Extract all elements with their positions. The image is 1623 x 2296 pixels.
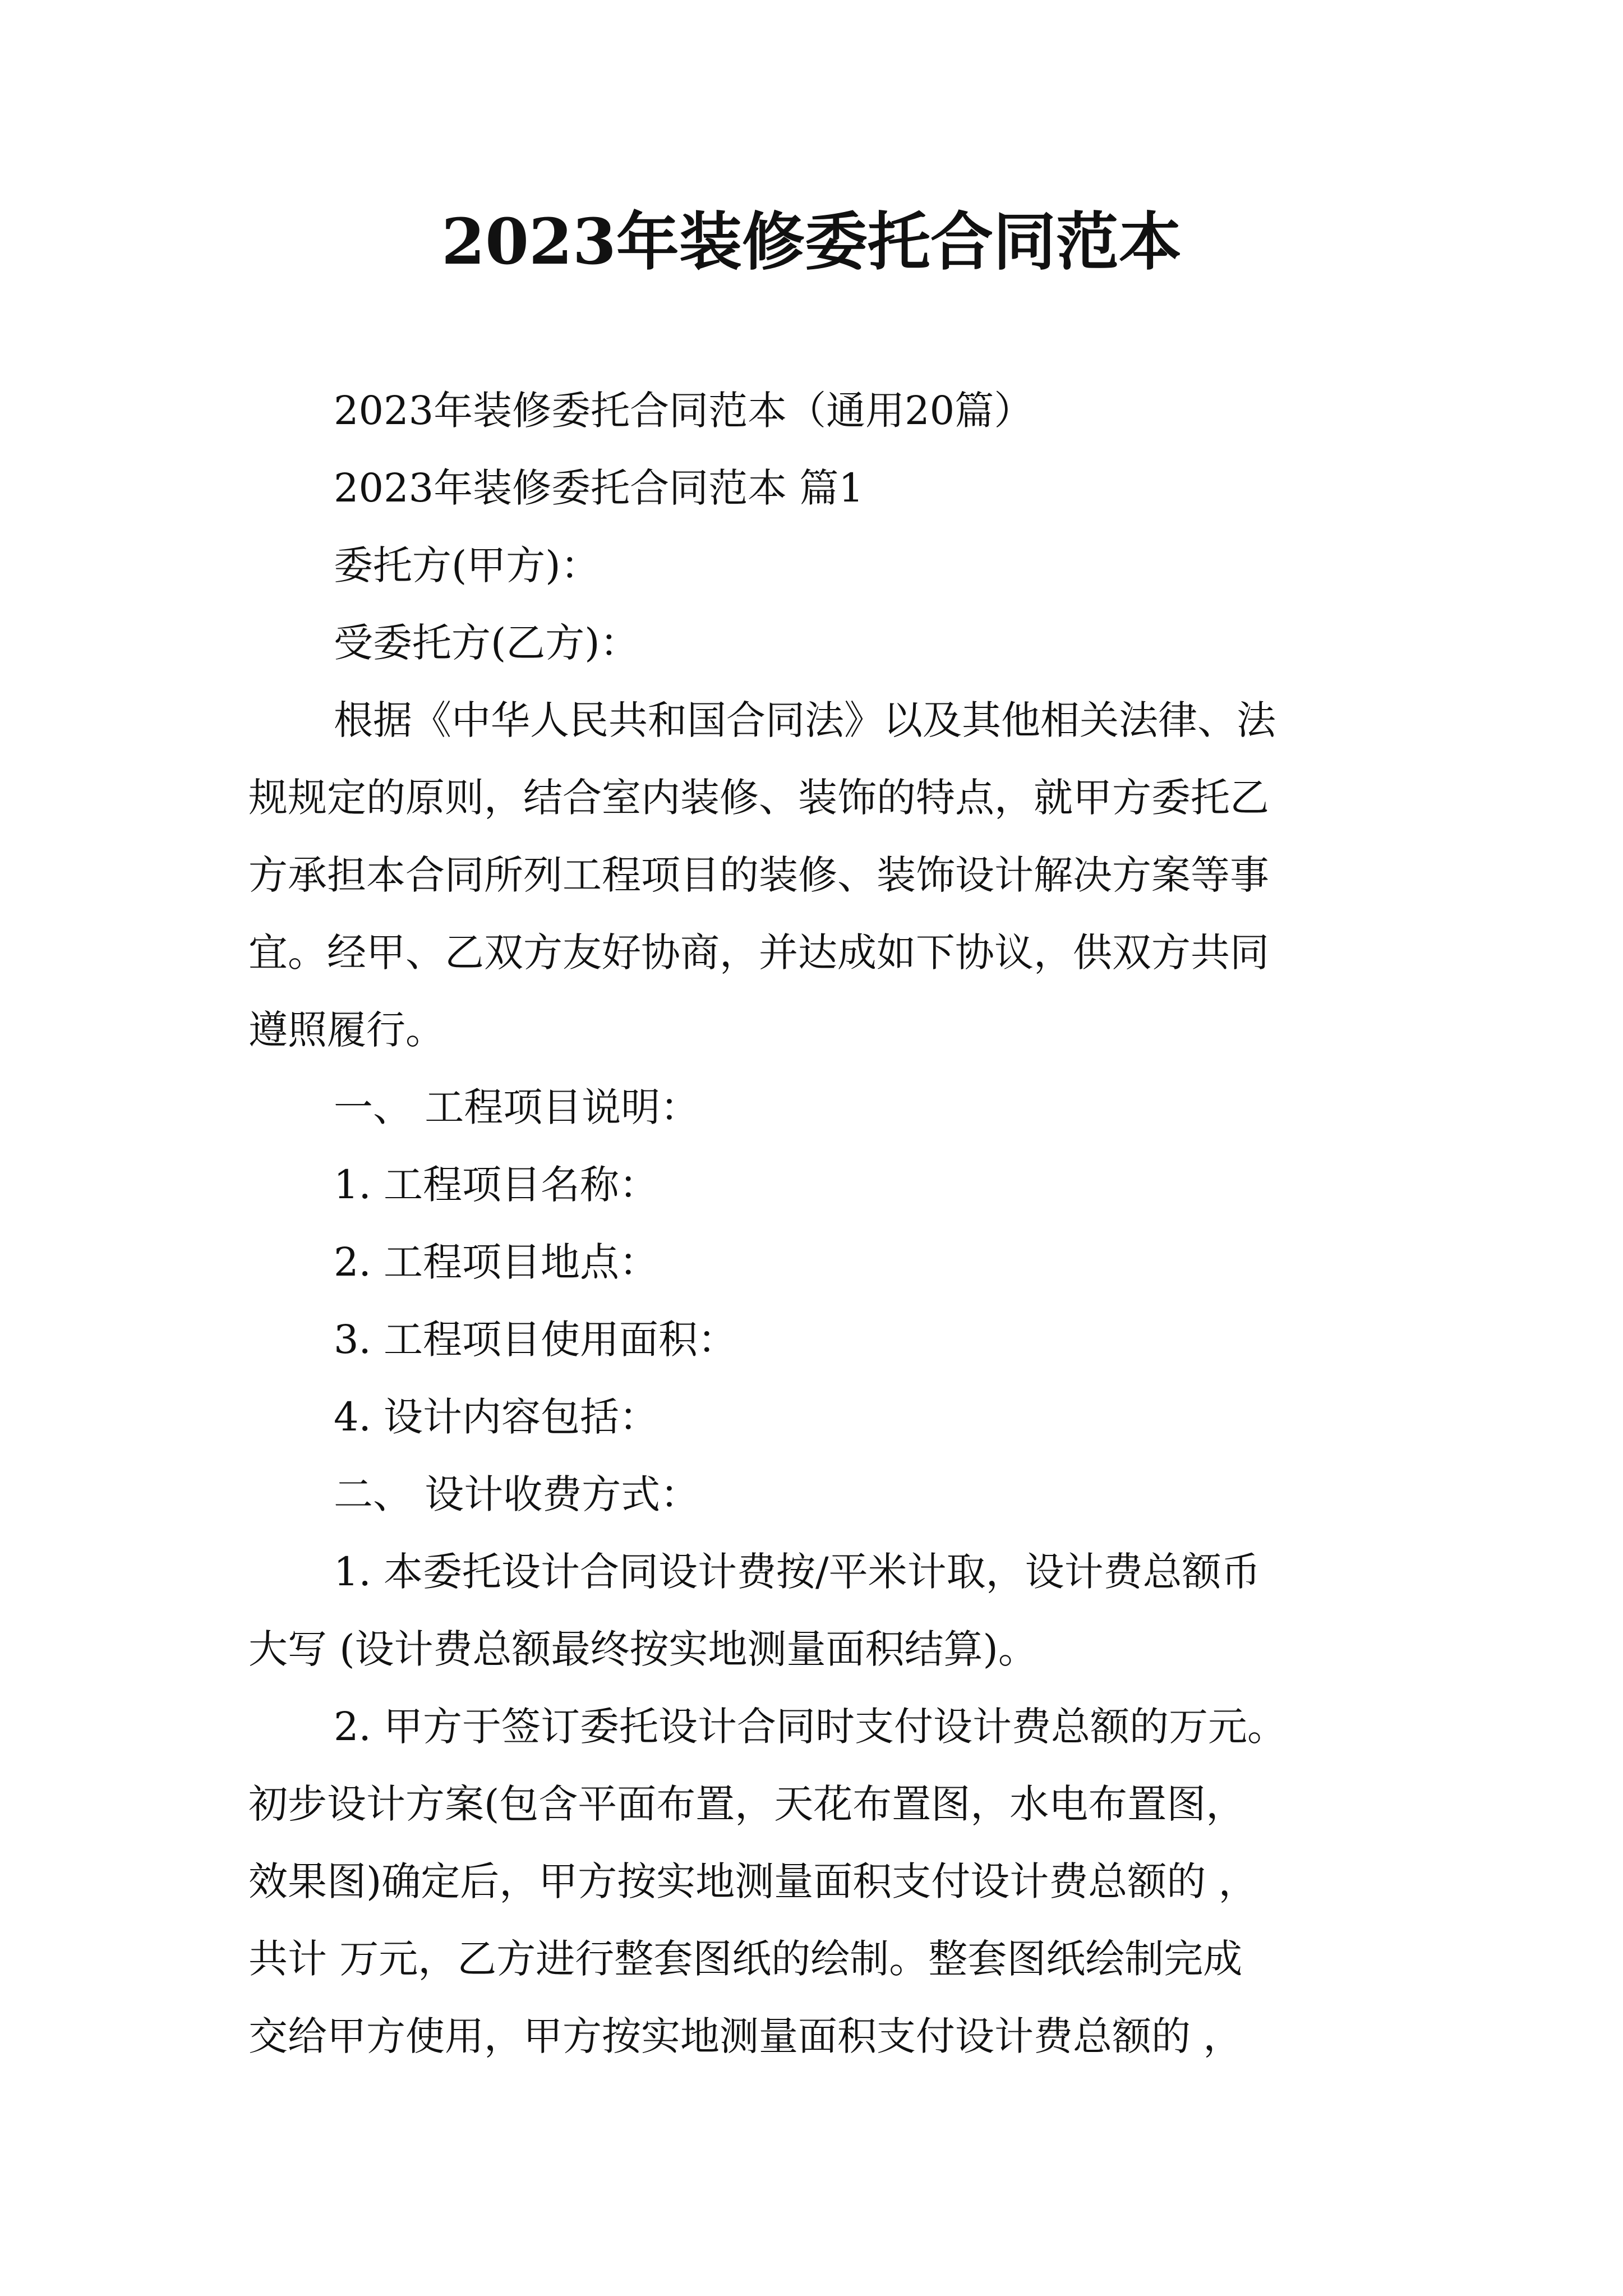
subtitle-line: 2023年装修委托合同范本（通用20篇） [334, 388, 1034, 434]
clause-item-continuation: 初步设计方案(包含平面布置，天花布置图，水电布置图， [248, 1781, 1246, 1827]
party-b-line: 受委托方(乙方)： [334, 620, 639, 666]
clause-item: 1. 工程项目名称： [334, 1162, 659, 1208]
clause-item-continuation: 效果图)确定后，甲方按实地测量面积支付设计费总额的 ， [248, 1858, 1258, 1904]
clause-item: 1. 本委托设计合同设计费按/平米计取，设计费总额币 [334, 1549, 1261, 1595]
clause-heading: 二、 设计收费方式： [334, 1471, 700, 1517]
paragraph-line: 方承担本合同所列工程项目的装修、装饰设计解决方案等事 [248, 852, 1269, 898]
clause-item-continuation: 交给甲方使用，甲方按实地测量面积支付设计费总额的 ， [248, 2013, 1243, 2059]
clause-item-continuation: 共计 万元，乙方进行整套图纸的绘制。整套图纸绘制完成 [248, 1936, 1243, 1982]
clause-heading: 一、 工程项目说明： [334, 1084, 700, 1130]
party-a-line: 委托方(甲方)： [334, 542, 600, 588]
paragraph-line: 根据《中华人民共和国合同法》以及其他相关法律、法 [334, 697, 1276, 743]
clause-item: 2. 甲方于签订委托设计合同时支付设计费总额的万元。 [334, 1704, 1287, 1750]
clause-item-continuation: 大写 (设计费总额最终按实地测量面积结算)。 [248, 1626, 1038, 1672]
paragraph-line: 宜。经甲、乙双方友好协商，并达成如下协议，供双方共同 [248, 930, 1269, 976]
clause-item: 3. 工程项目使用面积： [334, 1317, 737, 1363]
document-title: 2023年装修委托合同范本 [441, 205, 1182, 279]
clause-item: 2. 工程项目地点： [334, 1239, 659, 1285]
paragraph-line: 规规定的原则，结合室内装修、装饰的特点，就甲方委托乙 [248, 775, 1269, 821]
section-heading: 2023年装修委托合同范本 篇1 [334, 465, 864, 511]
clause-item: 4. 设计内容包括： [334, 1394, 659, 1440]
paragraph-line: 遵照履行。 [248, 1007, 445, 1053]
